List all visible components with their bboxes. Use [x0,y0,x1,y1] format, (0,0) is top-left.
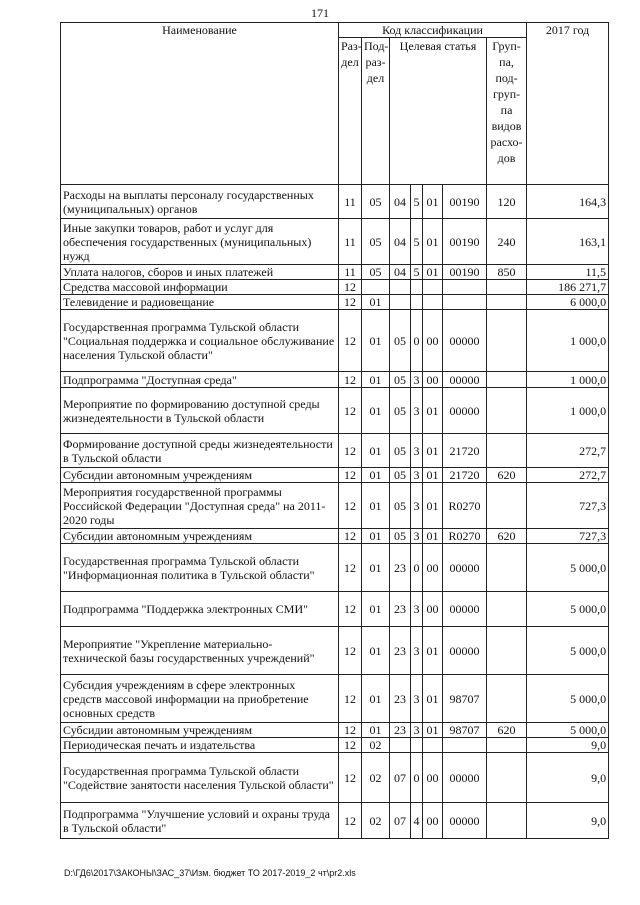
table-row [61,434,609,468]
row-expense-type [487,738,527,753]
row-program-code: 05 [390,434,411,468]
row-name: Государственная программа Тульской области "Социальная поддержка и социальное обслуживание населения Тульской области" [61,310,339,372]
row-event-code: 00 [423,592,443,627]
row-expense-type [487,280,527,295]
table-row [61,468,609,483]
row-event-code: 00 [423,372,443,388]
header-group: Груп- па, под- груп- па видов расхо- дов [487,38,527,185]
row-program-code: 04 [390,219,411,265]
row-amount: 5 000,0 [527,592,609,627]
row-podrazdel: 01 [362,529,390,544]
row-podrazdel: 05 [362,185,390,219]
row-amount: 5 000,0 [527,544,609,592]
table-row [61,675,609,723]
row-direction-code: 00000 [443,592,487,627]
header-target-article: Целевая статья [390,38,487,185]
row-name: Подпрограмма "Улучшение условий и охраны труда в Тульской области" [61,803,339,839]
row-program-code: 04 [390,185,411,219]
row-program-code: 23 [390,675,411,723]
row-amount: 727,3 [527,483,609,529]
table-row [61,280,609,295]
row-razdel: 12 [339,388,362,434]
row-subprogram-code: 0 [411,753,423,803]
row-expense-type [487,388,527,434]
row-subprogram-code: 3 [411,372,423,388]
table-row [61,753,609,803]
row-direction-code: 00000 [443,544,487,592]
row-direction-code: 00000 [443,627,487,675]
row-name: Расходы на выплаты персоналу государственных (муниципальных) органов [61,185,339,219]
row-program-code [390,738,411,753]
row-razdel: 12 [339,675,362,723]
row-name: Субсидии автономным учреждениям [61,529,339,544]
row-program-code: 05 [390,388,411,434]
row-razdel: 12 [339,468,362,483]
row-expense-type [487,434,527,468]
row-expense-type [487,753,527,803]
row-amount: 1 000,0 [527,310,609,372]
row-direction-code [443,295,487,310]
row-razdel: 12 [339,310,362,372]
row-razdel: 12 [339,434,362,468]
row-direction-code: R0270 [443,529,487,544]
budget-table [60,22,609,839]
row-razdel: 12 [339,592,362,627]
row-event-code: 01 [423,265,443,280]
row-razdel: 12 [339,295,362,310]
row-name: Периодическая печать и издательства [61,738,339,753]
row-expense-type [487,372,527,388]
row-event-code: 01 [423,468,443,483]
row-amount: 727,3 [527,529,609,544]
row-subprogram-code [411,738,423,753]
row-podrazdel: 01 [362,468,390,483]
row-podrazdel: 01 [362,388,390,434]
row-amount: 272,7 [527,468,609,483]
table-row [61,295,609,310]
row-podrazdel: 01 [362,592,390,627]
row-subprogram-code: 3 [411,483,423,529]
row-subprogram-code: 5 [411,265,423,280]
row-direction-code: 98707 [443,723,487,738]
row-expense-type [487,592,527,627]
row-name: Подпрограмма "Поддержка электронных СМИ" [61,592,339,627]
row-razdel: 12 [339,753,362,803]
row-subprogram-code: 4 [411,803,423,839]
row-subprogram-code: 3 [411,627,423,675]
row-direction-code [443,738,487,753]
row-amount: 9,0 [527,803,609,839]
row-subprogram-code: 3 [411,723,423,738]
row-podrazdel: 02 [362,753,390,803]
row-direction-code: 00190 [443,185,487,219]
row-expense-type: 240 [487,219,527,265]
row-amount: 5 000,0 [527,627,609,675]
row-razdel: 12 [339,738,362,753]
row-direction-code: 00000 [443,803,487,839]
row-expense-type [487,295,527,310]
row-event-code: 00 [423,310,443,372]
row-direction-code: 00000 [443,753,487,803]
row-name: Субсидия учреждениям в сфере электронных средств массовой информации на приобретение основных средств [61,675,339,723]
row-name: Уплата налогов, сборов и иных платежей [61,265,339,280]
row-amount: 163,1 [527,219,609,265]
row-subprogram-code: 3 [411,434,423,468]
row-amount: 6 000,0 [527,295,609,310]
row-amount: 5 000,0 [527,675,609,723]
header-classification: Код классификации [339,23,527,38]
row-expense-type [487,310,527,372]
row-podrazdel: 01 [362,723,390,738]
row-name: Мероприятие "Укрепление материально-технической базы государственных учреждений" [61,627,339,675]
header-name: Наименование [61,23,339,185]
row-amount: 272,7 [527,434,609,468]
row-event-code: 01 [423,434,443,468]
row-program-code [390,280,411,295]
row-name: Государственная программа Тульской области "Содействие занятости населения Тульской области" [61,753,339,803]
row-program-code: 05 [390,468,411,483]
row-direction-code: 00190 [443,219,487,265]
row-program-code: 23 [390,592,411,627]
row-program-code [390,295,411,310]
row-name: Мероприятие по формированию доступной среды жизнедеятельности в Тульской области [61,388,339,434]
row-podrazdel: 01 [362,372,390,388]
header-year: 2017 год [527,23,609,185]
header-podrazdel: Под- раз- дел [362,38,390,185]
row-name: Мероприятия государственной программы Российской Федерации "Доступная среда" на 2011-2020 годы [61,483,339,529]
row-direction-code: 00000 [443,372,487,388]
row-podrazdel: 05 [362,265,390,280]
row-razdel: 12 [339,803,362,839]
row-subprogram-code: 3 [411,468,423,483]
row-direction-code: 21720 [443,468,487,483]
row-event-code: 01 [423,185,443,219]
row-direction-code: 98707 [443,675,487,723]
row-subprogram-code: 5 [411,219,423,265]
table-row [61,803,609,839]
row-direction-code [443,280,487,295]
row-razdel: 12 [339,280,362,295]
row-name: Телевидение и радиовещание [61,295,339,310]
row-amount: 164,3 [527,185,609,219]
row-event-code: 01 [423,388,443,434]
row-amount: 5 000,0 [527,723,609,738]
row-subprogram-code: 0 [411,310,423,372]
row-program-code: 07 [390,753,411,803]
table-row [61,738,609,753]
row-expense-type [487,483,527,529]
table-row [61,310,609,372]
row-podrazdel: 01 [362,675,390,723]
row-program-code: 23 [390,544,411,592]
row-direction-code: 00190 [443,265,487,280]
page-number: 171 [311,6,329,20]
row-expense-type: 620 [487,529,527,544]
row-subprogram-code: 3 [411,675,423,723]
row-subprogram-code: 3 [411,388,423,434]
row-name: Подпрограмма "Доступная среда" [61,372,339,388]
row-event-code: 01 [423,483,443,529]
row-expense-type [487,675,527,723]
row-amount: 186 271,7 [527,280,609,295]
row-amount: 9,0 [527,753,609,803]
row-razdel: 12 [339,529,362,544]
row-event-code: 01 [423,675,443,723]
row-expense-type [487,627,527,675]
row-podrazdel [362,280,390,295]
row-razdel: 12 [339,544,362,592]
row-amount: 1 000,0 [527,388,609,434]
row-name: Субсидии автономным учреждениям [61,468,339,483]
row-program-code: 07 [390,803,411,839]
row-subprogram-code: 5 [411,185,423,219]
row-amount: 9,0 [527,738,609,753]
table-row [61,529,609,544]
row-expense-type: 850 [487,265,527,280]
row-podrazdel: 02 [362,738,390,753]
row-razdel: 12 [339,372,362,388]
row-event-code: 01 [423,529,443,544]
row-amount: 11,5 [527,265,609,280]
row-event-code: 01 [423,723,443,738]
row-subprogram-code [411,280,423,295]
table-row [61,592,609,627]
row-program-code: 04 [390,265,411,280]
row-expense-type: 620 [487,723,527,738]
row-expense-type [487,544,527,592]
row-razdel: 11 [339,219,362,265]
row-name: Формирование доступной среды жизнедеятельности в Тульской области [61,434,339,468]
table-row [61,265,609,280]
row-program-code: 23 [390,627,411,675]
row-program-code: 05 [390,529,411,544]
row-name: Государственная программа Тульской области "Информационная политика в Тульской области" [61,544,339,592]
row-program-code: 05 [390,372,411,388]
row-amount: 1 000,0 [527,372,609,388]
row-event-code: 00 [423,803,443,839]
row-direction-code: 00000 [443,310,487,372]
row-event-code: 01 [423,219,443,265]
row-podrazdel: 02 [362,803,390,839]
header-razdel: Раз- дел [339,38,362,185]
row-subprogram-code: 3 [411,529,423,544]
row-name: Средства массовой информации [61,280,339,295]
row-razdel: 12 [339,627,362,675]
row-subprogram-code: 0 [411,544,423,592]
row-name: Субсидии автономным учреждениям [61,723,339,738]
row-razdel: 12 [339,483,362,529]
row-podrazdel: 01 [362,483,390,529]
row-podrazdel: 01 [362,295,390,310]
row-event-code: 00 [423,753,443,803]
row-direction-code: 00000 [443,388,487,434]
row-event-code [423,295,443,310]
row-direction-code: 21720 [443,434,487,468]
table-row [61,483,609,529]
row-subprogram-code [411,295,423,310]
file-path-footer: D:\ГД6\2017\ЗАКОНЫ\ЗАС_37\Изм. бюджет ТО 2017-2019_2 чт\pr2.xls [64,868,356,878]
table-row [61,372,609,388]
row-razdel: 11 [339,265,362,280]
row-event-code: 01 [423,627,443,675]
row-podrazdel: 01 [362,544,390,592]
row-razdel: 11 [339,185,362,219]
table-row [61,723,609,738]
row-name: Иные закупки товаров, работ и услуг для обеспечения государственных (муниципальных) нужд [61,219,339,265]
row-program-code: 23 [390,723,411,738]
row-expense-type: 620 [487,468,527,483]
row-program-code: 05 [390,483,411,529]
row-event-code [423,280,443,295]
row-program-code: 05 [390,310,411,372]
row-podrazdel: 05 [362,219,390,265]
row-podrazdel: 01 [362,310,390,372]
table-row [61,219,609,265]
header-row [61,23,609,38]
row-direction-code: R0270 [443,483,487,529]
row-podrazdel: 01 [362,434,390,468]
row-event-code [423,738,443,753]
row-expense-type [487,803,527,839]
row-expense-type: 120 [487,185,527,219]
row-subprogram-code: 3 [411,592,423,627]
row-razdel: 12 [339,723,362,738]
table-row [61,185,609,219]
table-row [61,388,609,434]
row-podrazdel: 01 [362,627,390,675]
row-event-code: 00 [423,544,443,592]
table-row [61,627,609,675]
table-row [61,544,609,592]
